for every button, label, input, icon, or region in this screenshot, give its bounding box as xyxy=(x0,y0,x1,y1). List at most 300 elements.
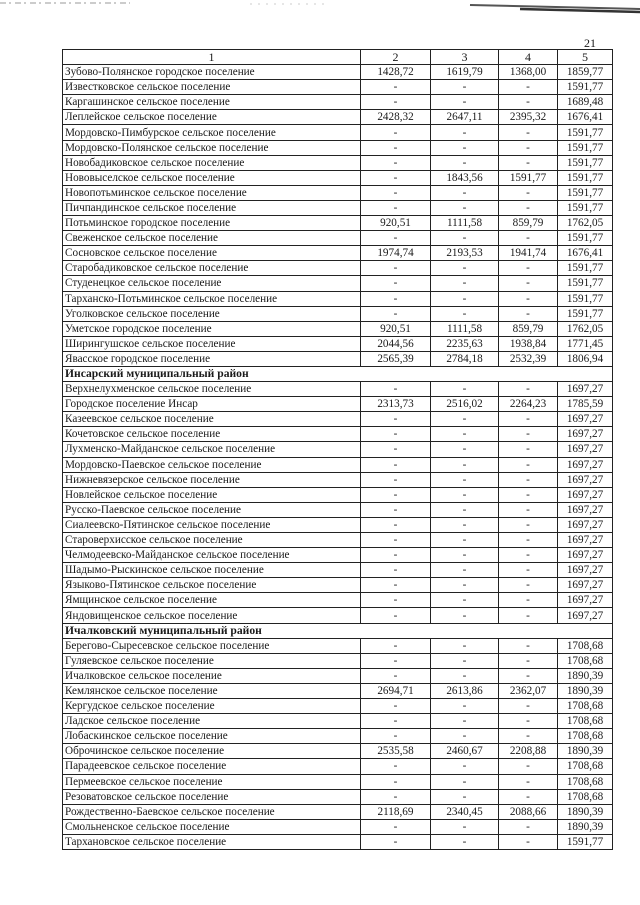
value-cell-col3: - xyxy=(431,789,499,804)
value-cell-col3: - xyxy=(431,533,499,548)
settlement-name-cell: Яндовищенское сельское поселение xyxy=(63,608,361,623)
settlement-name-cell: Гуляевское сельское поселение xyxy=(63,653,361,668)
value-cell-col5: 1890,39 xyxy=(558,683,613,698)
value-cell-col5: 1591,77 xyxy=(558,125,613,140)
value-cell-col3: - xyxy=(431,80,499,95)
value-cell-col3: 2460,67 xyxy=(431,744,499,759)
table-row xyxy=(63,744,613,759)
value-cell-col3: 2516,02 xyxy=(431,397,499,412)
value-cell-col3: - xyxy=(431,200,499,215)
value-cell-col4: 1941,74 xyxy=(499,246,558,261)
table-row xyxy=(63,427,613,442)
table-row xyxy=(63,548,613,563)
value-cell-col2: - xyxy=(361,261,431,276)
table-header-row xyxy=(63,50,613,65)
value-cell-col4: - xyxy=(499,291,558,306)
settlement-name-cell: Ичалковское сельское поселение xyxy=(63,668,361,683)
table-row xyxy=(63,65,613,80)
value-cell-col3: - xyxy=(431,608,499,623)
value-cell-col4: - xyxy=(499,714,558,729)
value-cell-col3: - xyxy=(431,548,499,563)
value-cell-col2: - xyxy=(361,638,431,653)
settlement-name-cell: Оброчинское сельское поселение xyxy=(63,744,361,759)
value-cell-col3: - xyxy=(431,472,499,487)
table-row xyxy=(63,638,613,653)
value-cell-col5: 1697,27 xyxy=(558,442,613,457)
value-cell-col2: 2694,71 xyxy=(361,683,431,698)
settlement-name-cell: Парадеевское сельское поселение xyxy=(63,759,361,774)
value-cell-col2: 2044,56 xyxy=(361,336,431,351)
settlement-name-cell: Нововыселское сельское поселение xyxy=(63,170,361,185)
value-cell-col3: - xyxy=(431,714,499,729)
value-cell-col2: - xyxy=(361,714,431,729)
table-row xyxy=(63,200,613,215)
value-cell-col3: 1843,56 xyxy=(431,170,499,185)
table-row xyxy=(63,261,613,276)
value-cell-col3: 2193,53 xyxy=(431,246,499,261)
value-cell-col5: 1697,27 xyxy=(558,593,613,608)
settlement-name-cell: Кергудское сельское поселение xyxy=(63,699,361,714)
value-cell-col2: - xyxy=(361,200,431,215)
value-cell-col4: - xyxy=(499,125,558,140)
scan-edge-artifact xyxy=(0,0,640,14)
settlement-name-cell: Сосновское сельское поселение xyxy=(63,246,361,261)
value-cell-col3: - xyxy=(431,774,499,789)
value-cell-col5: 1591,77 xyxy=(558,291,613,306)
value-cell-col4: - xyxy=(499,95,558,110)
table-row xyxy=(63,412,613,427)
value-cell-col2: - xyxy=(361,759,431,774)
value-cell-col2: - xyxy=(361,789,431,804)
table-row xyxy=(63,714,613,729)
value-cell-col3: - xyxy=(431,382,499,397)
settlement-name-cell: Уголковское сельское поселение xyxy=(63,306,361,321)
value-cell-col3: - xyxy=(431,834,499,849)
column-header: 1 xyxy=(63,50,361,65)
settlement-name-cell: Языково-Пятинское сельское поселение xyxy=(63,578,361,593)
value-cell-col2: - xyxy=(361,140,431,155)
table-row xyxy=(63,819,613,834)
value-cell-col2: - xyxy=(361,125,431,140)
value-cell-col5: 1859,77 xyxy=(558,65,613,80)
value-cell-col3: - xyxy=(431,653,499,668)
settlement-name-cell: Русско-Паевское сельское поселение xyxy=(63,502,361,517)
value-cell-col3: - xyxy=(431,276,499,291)
value-cell-col2: - xyxy=(361,306,431,321)
value-cell-col5: 1697,27 xyxy=(558,412,613,427)
table-row xyxy=(63,80,613,95)
value-cell-col2: - xyxy=(361,155,431,170)
value-cell-col4: 1368,00 xyxy=(499,65,558,80)
settlement-name-cell: Уметское городское поселение xyxy=(63,321,361,336)
settlement-name-cell: Ямщинское сельское поселение xyxy=(63,593,361,608)
table-row xyxy=(63,653,613,668)
value-cell-col3: 2647,11 xyxy=(431,110,499,125)
value-cell-col5: 1697,27 xyxy=(558,517,613,532)
value-cell-col4: - xyxy=(499,487,558,502)
value-cell-col2: 2428,32 xyxy=(361,110,431,125)
settlement-name-cell: Пичпандинское сельское поселение xyxy=(63,200,361,215)
value-cell-col2: 920,51 xyxy=(361,216,431,231)
value-cell-col4: - xyxy=(499,533,558,548)
settlement-name-cell: Потьминское городское поселение xyxy=(63,216,361,231)
value-cell-col3: 1619,79 xyxy=(431,65,499,80)
value-cell-col2: 2535,58 xyxy=(361,744,431,759)
value-cell-col4: 2362,07 xyxy=(499,683,558,698)
value-cell-col5: 1591,77 xyxy=(558,276,613,291)
settlement-name-cell: Явасское городское поселение xyxy=(63,351,361,366)
settlement-name-cell: Резоватовское сельское поселение xyxy=(63,789,361,804)
value-cell-col4: - xyxy=(499,472,558,487)
table-row xyxy=(63,593,613,608)
settlement-name-cell: Новопотьминское сельское поселение xyxy=(63,185,361,200)
value-cell-col2: - xyxy=(361,563,431,578)
value-cell-col4: 2532,39 xyxy=(499,351,558,366)
table-row xyxy=(63,699,613,714)
value-cell-col5: 1591,77 xyxy=(558,140,613,155)
value-cell-col5: 1591,77 xyxy=(558,306,613,321)
section-title: Инсарский муниципальный район xyxy=(63,366,613,381)
value-cell-col2: - xyxy=(361,533,431,548)
table-row xyxy=(63,502,613,517)
settlement-name-cell: Сиалеевско-Пятинское сельское поселение xyxy=(63,517,361,532)
value-cell-col4: 859,79 xyxy=(499,321,558,336)
value-cell-col2: 920,51 xyxy=(361,321,431,336)
settlement-name-cell: Городское поселение Инсар xyxy=(63,397,361,412)
value-cell-col2: - xyxy=(361,185,431,200)
value-cell-col2: - xyxy=(361,502,431,517)
value-cell-col3: - xyxy=(431,140,499,155)
value-cell-col3: 2340,45 xyxy=(431,804,499,819)
value-cell-col2: - xyxy=(361,95,431,110)
value-cell-col5: 1708,68 xyxy=(558,699,613,714)
value-cell-col5: 1708,68 xyxy=(558,714,613,729)
value-cell-col3: - xyxy=(431,185,499,200)
settlement-name-cell: Известковское сельское поселение xyxy=(63,80,361,95)
value-cell-col3: - xyxy=(431,593,499,608)
value-cell-col4: - xyxy=(499,563,558,578)
section-row xyxy=(63,623,613,638)
value-cell-col5: 1591,77 xyxy=(558,170,613,185)
value-cell-col2: - xyxy=(361,442,431,457)
section-row xyxy=(63,366,613,381)
settlement-name-cell: Лобаскинское сельское поселение xyxy=(63,729,361,744)
value-cell-col5: 1785,59 xyxy=(558,397,613,412)
value-cell-col2: 2565,39 xyxy=(361,351,431,366)
value-cell-col4: - xyxy=(499,276,558,291)
settlement-name-cell: Свеженское сельское поселение xyxy=(63,231,361,246)
value-cell-col4: - xyxy=(499,699,558,714)
value-cell-col5: 1708,68 xyxy=(558,653,613,668)
table-row xyxy=(63,533,613,548)
value-cell-col4: - xyxy=(499,80,558,95)
value-cell-col2: - xyxy=(361,412,431,427)
value-cell-col4: - xyxy=(499,578,558,593)
value-cell-col4: - xyxy=(499,593,558,608)
table-row xyxy=(63,155,613,170)
settlement-name-cell: Нижневязерское сельское поселение xyxy=(63,472,361,487)
value-cell-col3: 2613,86 xyxy=(431,683,499,698)
settlement-name-cell: Пермеевское сельское поселение xyxy=(63,774,361,789)
settlement-name-cell: Леплейское сельское поселение xyxy=(63,110,361,125)
table-row xyxy=(63,216,613,231)
value-cell-col4: - xyxy=(499,427,558,442)
tariff-table xyxy=(62,49,613,850)
value-cell-col5: 1708,68 xyxy=(558,729,613,744)
value-cell-col3: 1111,58 xyxy=(431,321,499,336)
value-cell-col2: - xyxy=(361,819,431,834)
settlement-name-cell: Каргашинское сельское поселение xyxy=(63,95,361,110)
table-row xyxy=(63,125,613,140)
table-row xyxy=(63,774,613,789)
value-cell-col5: 1591,77 xyxy=(558,261,613,276)
value-cell-col5: 1890,39 xyxy=(558,744,613,759)
value-cell-col2: - xyxy=(361,608,431,623)
value-cell-col4: - xyxy=(499,457,558,472)
section-title: Ичалковский муниципальный район xyxy=(63,623,613,638)
settlement-name-cell: Лухменско-Майданское сельское поселение xyxy=(63,442,361,457)
value-cell-col3: - xyxy=(431,457,499,472)
settlement-name-cell: Новобадиковское сельское поселение xyxy=(63,155,361,170)
value-cell-col3: - xyxy=(431,759,499,774)
value-cell-col4: 2264,23 xyxy=(499,397,558,412)
value-cell-col2: - xyxy=(361,170,431,185)
table-row xyxy=(63,804,613,819)
value-cell-col3: - xyxy=(431,517,499,532)
table-row xyxy=(63,457,613,472)
table-row xyxy=(63,291,613,306)
table-row xyxy=(63,306,613,321)
value-cell-col2: - xyxy=(361,593,431,608)
value-cell-col4: - xyxy=(499,502,558,517)
value-cell-col5: 1676,41 xyxy=(558,246,613,261)
value-cell-col3: - xyxy=(431,95,499,110)
value-cell-col4: - xyxy=(499,261,558,276)
value-cell-col4: - xyxy=(499,412,558,427)
value-cell-col3: - xyxy=(431,231,499,246)
value-cell-col2: - xyxy=(361,517,431,532)
value-cell-col3: - xyxy=(431,502,499,517)
table-row xyxy=(63,563,613,578)
value-cell-col3: 2235,63 xyxy=(431,336,499,351)
value-cell-col4: 859,79 xyxy=(499,216,558,231)
value-cell-col5: 1762,05 xyxy=(558,321,613,336)
tariff-table-body xyxy=(63,50,613,850)
table-row xyxy=(63,95,613,110)
value-cell-col4: - xyxy=(499,200,558,215)
value-cell-col5: 1689,48 xyxy=(558,95,613,110)
value-cell-col3: - xyxy=(431,668,499,683)
settlement-name-cell: Верхнелухменское сельское поселение xyxy=(63,382,361,397)
table-row xyxy=(63,729,613,744)
value-cell-col4: - xyxy=(499,638,558,653)
table-row xyxy=(63,668,613,683)
value-cell-col2: - xyxy=(361,774,431,789)
value-cell-col5: 1697,27 xyxy=(558,548,613,563)
value-cell-col4: - xyxy=(499,231,558,246)
settlement-name-cell: Зубово-Полянское городское поселение xyxy=(63,65,361,80)
value-cell-col2: - xyxy=(361,427,431,442)
table-row xyxy=(63,170,613,185)
value-cell-col5: 1591,77 xyxy=(558,80,613,95)
value-cell-col5: 1771,45 xyxy=(558,336,613,351)
value-cell-col5: 1708,68 xyxy=(558,759,613,774)
value-cell-col4: - xyxy=(499,155,558,170)
table-row xyxy=(63,321,613,336)
value-cell-col5: 1708,68 xyxy=(558,638,613,653)
settlement-name-cell: Тарханско-Потьминское сельское поселение xyxy=(63,291,361,306)
settlement-name-cell: Шадымо-Рыскинское сельское поселение xyxy=(63,563,361,578)
value-cell-col2: - xyxy=(361,472,431,487)
settlement-name-cell: Студенецкое сельское поселение xyxy=(63,276,361,291)
value-cell-col5: 1697,27 xyxy=(558,533,613,548)
value-cell-col2: - xyxy=(361,457,431,472)
table-row xyxy=(63,759,613,774)
value-cell-col3: - xyxy=(431,155,499,170)
value-cell-col3: - xyxy=(431,442,499,457)
settlement-name-cell: Челмодеевско-Майданское сельское поселение xyxy=(63,548,361,563)
value-cell-col3: - xyxy=(431,412,499,427)
table-row xyxy=(63,487,613,502)
settlement-name-cell: Новлейское сельское поселение xyxy=(63,487,361,502)
value-cell-col4: 2088,66 xyxy=(499,804,558,819)
value-cell-col4: - xyxy=(499,729,558,744)
value-cell-col2: - xyxy=(361,231,431,246)
table-row xyxy=(63,246,613,261)
value-cell-col2: 2118,69 xyxy=(361,804,431,819)
value-cell-col4: - xyxy=(499,608,558,623)
settlement-name-cell: Казеевское сельское поселение xyxy=(63,412,361,427)
table-row xyxy=(63,110,613,125)
settlement-name-cell: Кочетовское сельское поселение xyxy=(63,427,361,442)
value-cell-col2: 1428,72 xyxy=(361,65,431,80)
value-cell-col2: - xyxy=(361,668,431,683)
value-cell-col3: - xyxy=(431,427,499,442)
value-cell-col4: - xyxy=(499,819,558,834)
value-cell-col2: - xyxy=(361,382,431,397)
column-header: 3 xyxy=(431,50,499,65)
value-cell-col5: 1708,68 xyxy=(558,789,613,804)
value-cell-col4: - xyxy=(499,185,558,200)
table-row xyxy=(63,140,613,155)
value-cell-col5: 1591,77 xyxy=(558,834,613,849)
value-cell-col4: - xyxy=(499,653,558,668)
table-row xyxy=(63,276,613,291)
settlement-name-cell: Староверхисское сельское поселение xyxy=(63,533,361,548)
table-row xyxy=(63,472,613,487)
value-cell-col3: - xyxy=(431,729,499,744)
value-cell-col5: 1806,94 xyxy=(558,351,613,366)
value-cell-col4: - xyxy=(499,834,558,849)
value-cell-col3: - xyxy=(431,578,499,593)
table-row xyxy=(63,382,613,397)
value-cell-col3: - xyxy=(431,563,499,578)
table-row xyxy=(63,834,613,849)
value-cell-col5: 1591,77 xyxy=(558,185,613,200)
value-cell-col3: 1111,58 xyxy=(431,216,499,231)
settlement-name-cell: Старобадиковское сельское поселение xyxy=(63,261,361,276)
value-cell-col5: 1890,39 xyxy=(558,819,613,834)
value-cell-col4: - xyxy=(499,668,558,683)
value-cell-col2: - xyxy=(361,729,431,744)
settlement-name-cell: Ладское сельское поселение xyxy=(63,714,361,729)
value-cell-col2: 2313,73 xyxy=(361,397,431,412)
value-cell-col5: 1591,77 xyxy=(558,200,613,215)
value-cell-col4: 2208,88 xyxy=(499,744,558,759)
settlement-name-cell: Мордовско-Пимбурское сельское поселение xyxy=(63,125,361,140)
value-cell-col4: 2395,32 xyxy=(499,110,558,125)
settlement-name-cell: Рождественно-Баевское сельское поселение xyxy=(63,804,361,819)
value-cell-col4: 1938,84 xyxy=(499,336,558,351)
value-cell-col3: 2784,18 xyxy=(431,351,499,366)
settlement-name-cell: Мордовско-Полянское сельское поселение xyxy=(63,140,361,155)
value-cell-col5: 1697,27 xyxy=(558,487,613,502)
column-header: 4 xyxy=(499,50,558,65)
table-row xyxy=(63,336,613,351)
table-row xyxy=(63,397,613,412)
table-row xyxy=(63,185,613,200)
settlement-name-cell: Ширингушское сельское поселение xyxy=(63,336,361,351)
value-cell-col2: - xyxy=(361,80,431,95)
value-cell-col2: - xyxy=(361,834,431,849)
page-number: 21 xyxy=(584,36,596,50)
value-cell-col4: 1591,77 xyxy=(499,170,558,185)
value-cell-col2: - xyxy=(361,487,431,502)
value-cell-col4: - xyxy=(499,382,558,397)
table-row xyxy=(63,231,613,246)
value-cell-col4: - xyxy=(499,548,558,563)
table-row xyxy=(63,517,613,532)
value-cell-col3: - xyxy=(431,306,499,321)
value-cell-col5: 1762,05 xyxy=(558,216,613,231)
value-cell-col5: 1697,27 xyxy=(558,457,613,472)
value-cell-col4: - xyxy=(499,774,558,789)
value-cell-col5: 1697,27 xyxy=(558,427,613,442)
value-cell-col5: 1708,68 xyxy=(558,774,613,789)
value-cell-col3: - xyxy=(431,261,499,276)
value-cell-col5: 1591,77 xyxy=(558,231,613,246)
value-cell-col5: 1697,27 xyxy=(558,608,613,623)
value-cell-col3: - xyxy=(431,819,499,834)
settlement-name-cell: Берегово-Сыресевское сельское поселение xyxy=(63,638,361,653)
value-cell-col5: 1697,27 xyxy=(558,472,613,487)
value-cell-col3: - xyxy=(431,638,499,653)
value-cell-col5: 1697,27 xyxy=(558,502,613,517)
value-cell-col4: - xyxy=(499,306,558,321)
value-cell-col5: 1697,27 xyxy=(558,578,613,593)
table-row xyxy=(63,351,613,366)
value-cell-col4: - xyxy=(499,759,558,774)
column-header: 5 xyxy=(558,50,613,65)
value-cell-col5: 1591,77 xyxy=(558,155,613,170)
value-cell-col4: - xyxy=(499,140,558,155)
value-cell-col4: - xyxy=(499,442,558,457)
table-row xyxy=(63,578,613,593)
value-cell-col5: 1676,41 xyxy=(558,110,613,125)
value-cell-col2: - xyxy=(361,548,431,563)
value-cell-col2: - xyxy=(361,578,431,593)
value-cell-col5: 1697,27 xyxy=(558,382,613,397)
table-row xyxy=(63,683,613,698)
value-cell-col3: - xyxy=(431,487,499,502)
value-cell-col3: - xyxy=(431,699,499,714)
value-cell-col4: - xyxy=(499,517,558,532)
value-cell-col2: - xyxy=(361,291,431,306)
value-cell-col3: - xyxy=(431,125,499,140)
value-cell-col5: 1890,39 xyxy=(558,804,613,819)
value-cell-col3: - xyxy=(431,291,499,306)
value-cell-col2: - xyxy=(361,276,431,291)
